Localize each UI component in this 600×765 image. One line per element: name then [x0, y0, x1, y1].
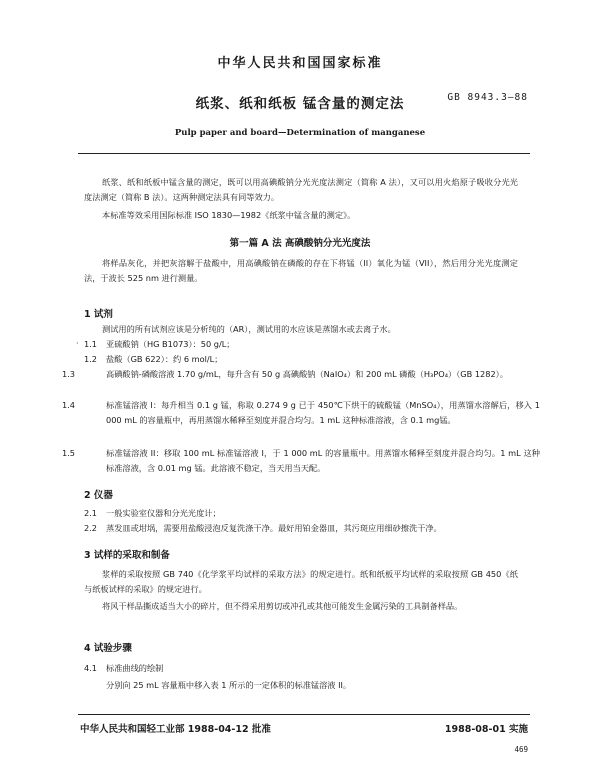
list-item: 2.1 一般实验室仪器和分光光度计； — [84, 508, 221, 518]
section-3-paragraph-1: 浆样的采取按照 GB 740《化学浆平均试样的采取方法》的规定进行。纸和纸板平均试样的采取按照 GB 450《纸与纸板试样的采取》的规定进行。 — [84, 569, 518, 594]
list-item: 2.2 蒸发皿或坩埚，需要用盐酸浸泡反复洗涤干净。最好用铂金器皿，其污斑应用细砂擦洗干净。 — [84, 523, 442, 533]
approval-line: 中华人民共和国轻工业部 1988-04-12 批准 — [80, 724, 271, 735]
section-2-heading: 2 仪器 — [84, 490, 113, 501]
subsection-4-1-text: 分别向 25 mL 容量瓶中移入表 1 所示的一定体积的标准锰溶液 II。 — [106, 680, 352, 690]
implementation-date: 1988-08-01 实施 — [444, 724, 528, 735]
part-one-heading: 第一篇 A 法 高碘酸钠分光光度法 — [229, 238, 371, 249]
page-title: 纸浆、纸和纸板 锰含量的测定法 — [195, 96, 405, 112]
english-title: Pulp paper and board—Determination of manganese — [174, 128, 426, 138]
page-number: 469 — [514, 745, 528, 754]
intro-paragraph-1: 纸浆、纸和纸板中锰含量的测定，既可以用高碘酸钠分光光度法测定（简称 A 法），又可以用火焰原子吸收分光光度法测定（简称 B 法）。这两种测定法具有同等效力。 — [84, 177, 518, 202]
list-item: 1.3 高碘酸钠-磷酸溶液 1.70 g/mL，每升含有 50 g 高碘酸钠（NaIO₄）和 200 mL 磷酸（H₃PO₄）（GB 1282）。 — [62, 369, 508, 379]
standard-number: GB 8943.3—88 — [447, 92, 528, 103]
section-3-paragraph-2: 将风干样品撕成适当大小的碎片，但不得采用剪切或冲孔或其他可能发生金属污染的工具制备样品。 — [102, 601, 463, 611]
section-1-heading: 1 试剂 — [84, 309, 113, 320]
section-1-intro: 测试用的所有试剂应该是分析纯的（AR），测试用的水应该是蒸馏水或去离子水。 — [102, 324, 396, 334]
org-title: 中华人民共和国国家标准 — [217, 56, 383, 71]
intro-paragraph-2: 本标准等效采用国际标准 ISO 1830—1982《纸浆中锰含量的测定》。 — [102, 210, 356, 220]
section-4-heading: 4 试验步骤 — [84, 643, 132, 654]
margin-mark: · — [76, 339, 79, 348]
list-item: 1.5 标准锰溶液 II：移取 100 mL 标准锰溶液 I，于 1 000 mL 的容量瓶中。用蒸馏水稀释至刻度并混合均匀。1 mL 这种标准溶液，含 0.01 mg 锰。此溶液不稳定，当天用当天配。 — [62, 448, 540, 473]
part-one-description: 将样品灰化，并把灰溶解于盐酸中，用高碘酸钠在磷酸的存在下将锰（II）氧化为锰（VII），然后用分光光度测定法，于波长 525 nm 进行测量。 — [84, 258, 518, 283]
subsection-4-1: 4.1 标准曲线的绘制 — [84, 663, 164, 673]
list-item: 1.4 标准锰溶液 I：每升相当 0.1 g 锰，称取 0.274 9 g 已于 450℃下烘干的硫酸锰（MnSO₄），用蒸馏水溶解后，移入 1 000 mL 的容量瓶中，再用蒸馏水稀释至刻度并混合均匀。1 mL 这种标准溶液，含 0.1 mg锰。 — [62, 400, 540, 425]
footer-divider — [78, 714, 530, 715]
list-item: 1.2 盐酸（GB 622）：约 6 mol/L； — [84, 354, 223, 364]
header-divider — [78, 153, 530, 154]
section-3-heading: 3 试样的采取和制备 — [84, 550, 170, 561]
list-item: 1.1 亚硫酸钠（HG B1073）：50 g/L； — [84, 339, 235, 349]
